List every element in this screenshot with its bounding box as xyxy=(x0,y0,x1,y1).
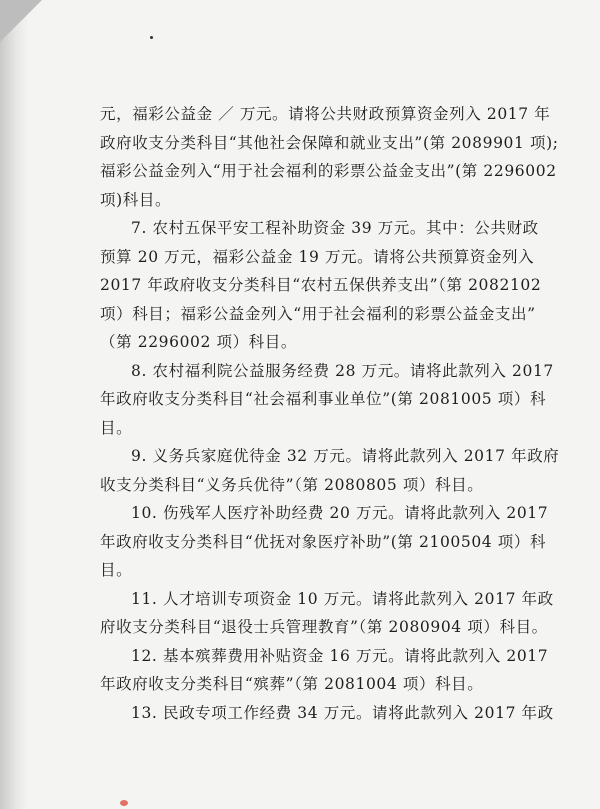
text-line: 12. 基本殡葬费用补贴资金 16 万元。请将此款列入 2017 xyxy=(131,646,549,665)
text-line: 政府收支分类科目“其他社会保障和就业支出”(第 2089901 项); xyxy=(100,133,559,152)
text-line: 13. 民政专项工作经费 34 万元。请将此款列入 2017 年政 xyxy=(131,703,554,722)
page-corner-fold xyxy=(0,0,42,42)
document-body xyxy=(100,100,560,727)
text-line: 年政府收支分类科目“优抚对象医疗补助”(第 2100504 项）科 xyxy=(100,532,547,551)
text-line: 元，福彩公益金 ／ 万元。请将公共财政预算资金列入 2017 年 xyxy=(100,105,551,123)
text-line: 年政府收支分类科目“殡葬”（第 2081004 项）科目。 xyxy=(100,675,484,693)
paragraph-item-11 xyxy=(100,585,560,642)
paragraph-item-7 xyxy=(100,214,560,357)
paragraph-item-9 xyxy=(100,442,560,499)
text-line: 9. 义务兵家庭优待金 32 万元。请将此款列入 2017 年政府 xyxy=(131,447,560,465)
paragraph-item-10 xyxy=(100,499,560,585)
text-line: 11. 人才培训专项资金 10 万元。请将此款列入 2017 年政 xyxy=(131,589,554,608)
text-line: 目。 xyxy=(100,561,133,579)
text-line: 2017 年政府收支分类科目“农村五保供养支出”（第 2082102 xyxy=(100,276,542,294)
ink-dot-mark xyxy=(150,36,153,39)
page-edge-shadow xyxy=(0,0,28,809)
text-line: 收支分类科目“义务兵优待”（第 2080805 项）科目。 xyxy=(100,475,484,494)
text-line: 10. 伤残军人医疗补助经费 20 万元。请将此款列入 2017 xyxy=(131,504,549,522)
text-line: 项)科目。 xyxy=(100,190,172,209)
paragraph-item-6-continued xyxy=(100,100,560,214)
text-line: （第 2296002 项）科目。 xyxy=(100,333,297,351)
text-line: 7. 农村五保平安工程补助资金 39 万元。其中：公共财政 xyxy=(131,219,539,237)
paragraph-item-12 xyxy=(100,642,560,699)
text-line: 8. 农村福利院公益服务经费 28 万元。请将此款列入 2017 xyxy=(131,361,554,380)
text-line: 目。 xyxy=(100,418,133,437)
paragraph-item-13 xyxy=(100,699,560,728)
text-line: 预算 20 万元，福彩公益金 19 万元。请将公共预算资金列入 xyxy=(100,247,535,266)
text-line: 福彩公益金列入“用于社会福利的彩票公益金支出”(第 2296002 xyxy=(100,162,557,180)
red-ink-mark xyxy=(120,800,128,806)
paragraph-item-8 xyxy=(100,357,560,443)
text-line: 项）科目；福彩公益金列入“用于社会福利的彩票公益金支出” xyxy=(100,304,536,323)
text-line: 府收支分类科目“退役士兵管理教育”（第 2080904 项）科目。 xyxy=(100,618,548,636)
text-line: 年政府收支分类科目“社会福利事业单位”(第 2081005 项）科 xyxy=(100,390,547,408)
